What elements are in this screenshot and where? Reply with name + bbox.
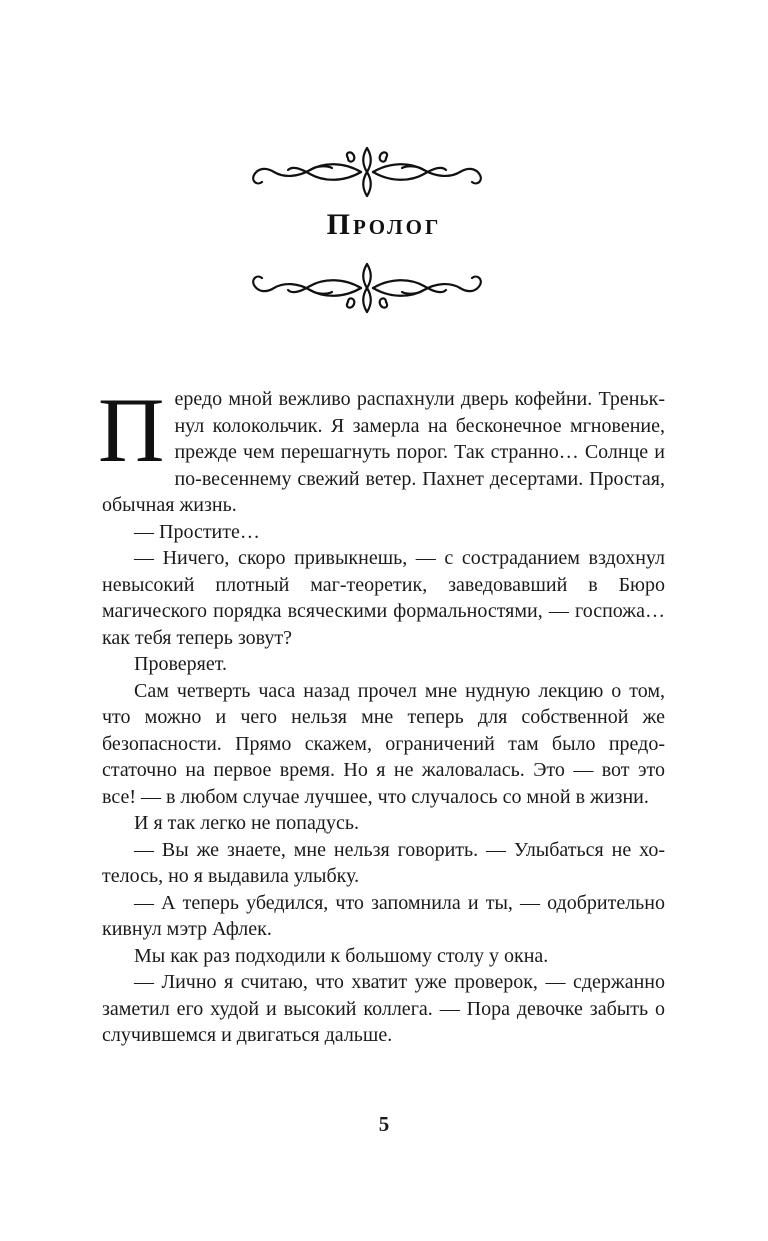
page-number: 5 bbox=[378, 1112, 390, 1136]
paragraph: — А теперь убедился, что запомнила и ты, — одобрительно кивнул мэтр Афлек. bbox=[102, 891, 665, 940]
paragraph: — Лично я считаю, что хватит уже проверок, — сдержанно заметил его худой и высокий коллега. — Пора девочке забыть о случившемся и двигаться дальше. bbox=[102, 971, 665, 1046]
paragraph: Проверяет. bbox=[134, 653, 227, 675]
drop-cap: П bbox=[98, 379, 165, 481]
scroll-ornament-icon bbox=[244, 144, 490, 200]
paragraph: Мы как раз подходили к большому столу у окна. bbox=[134, 944, 549, 967]
paragraph-text: ередо мной вежливо распахнули дверь кофейни. Тренькнул колокольчик. Я замерла на бесконечное мгновение, прежде чем перешагнуть порог. Так странно… Солнце и по-весеннему свежий ветер. Пахнет десертами. Простая, обычная жизнь. bbox=[102, 388, 665, 516]
chapter-body bbox=[98, 379, 665, 1049]
paragraph: — Вы же знаете, мне нельзя говорить. — Улыбаться не хотелось, но я выдавила улыбку. bbox=[102, 838, 665, 887]
paragraph: — Простите… bbox=[134, 520, 260, 543]
chapter-title: Пролог bbox=[326, 208, 442, 241]
paragraph: — Ничего, скоро привыкнешь, — с состраданием вздохнул невысокий плотный маг-теоретик, заведовавший в Бюро магического порядка всяческими формальностями, — госпожа… как тебя теперь зовут? bbox=[102, 547, 665, 649]
paragraph: И я так легко не попадусь. bbox=[134, 812, 360, 834]
scroll-ornament-icon bbox=[244, 260, 490, 316]
paragraph: Сам четверть часа назад прочел мне нудную лекцию о том, что можно и чего нельзя мне теперь для собственной же безопасности. Прямо скажем, ограничений там было предостаточно на первое время. Но я не жаловалась. Это — вот это все! — в любом случае лучшее, что случалось со мной в жизни. bbox=[102, 679, 665, 808]
paragraph bbox=[98, 379, 665, 519]
